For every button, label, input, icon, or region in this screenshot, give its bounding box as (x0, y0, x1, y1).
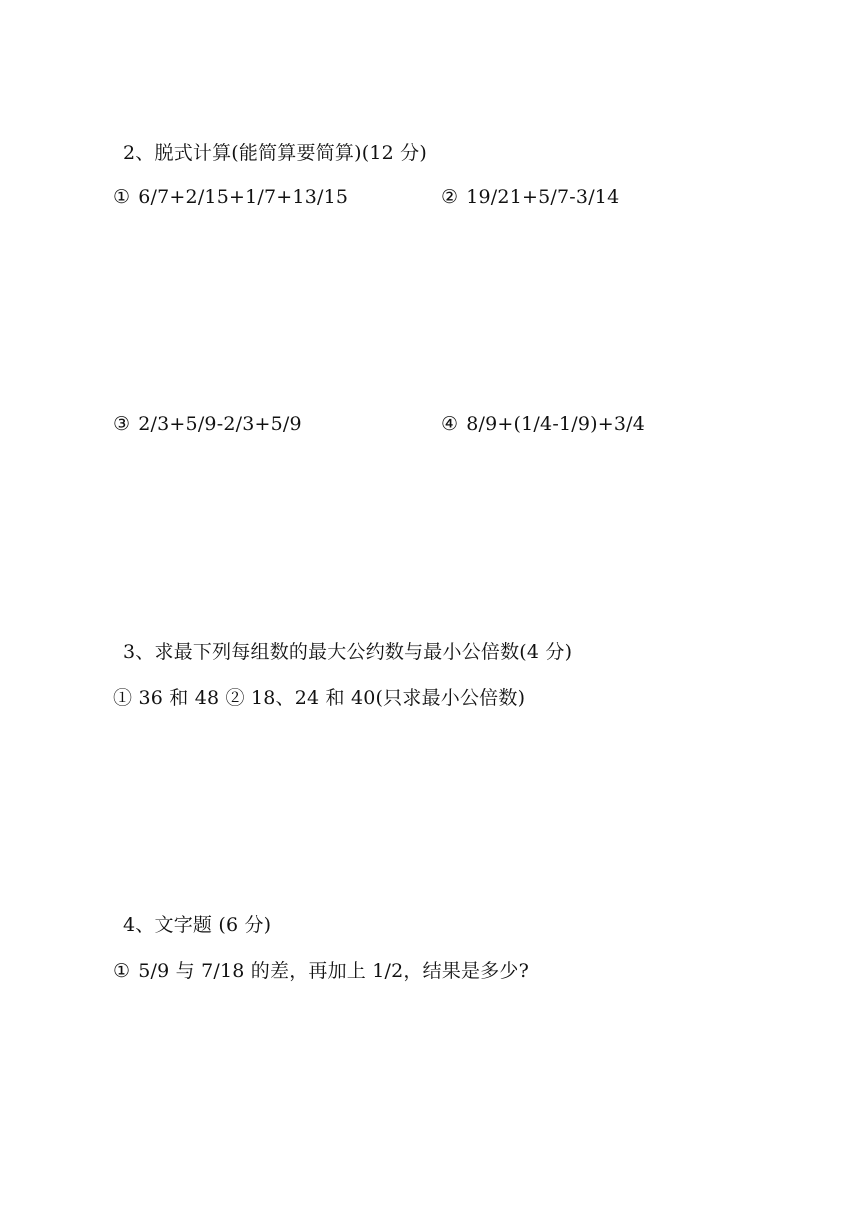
problem-2-4-marker: ④ (441, 413, 459, 435)
problem-4-1-marker: ① (113, 960, 131, 982)
problem-2-3 (113, 412, 302, 436)
problem-4-1-text: 5/9 与 7/18 的差，再加上 1/2，结果是多少? (138, 960, 530, 982)
problem-2-1-marker: ① (113, 186, 131, 208)
problem-2-2-marker: ② (441, 186, 459, 208)
section-2-heading: 2、脱式计算(能简算要简算)(12 分) (123, 142, 427, 164)
problem-2-1 (113, 185, 348, 209)
problem-4-1 (113, 959, 529, 983)
section-3-heading: 3、求最下列每组数的最大公约数与最小公倍数(4 分) (123, 641, 573, 663)
problem-2-2 (441, 185, 619, 209)
problem-2-2-text: 19/21+5/7-3/14 (466, 186, 620, 208)
problem-3-line: ① 36 和 48 ② 18、24 和 40(只求最小公倍数) (113, 687, 526, 709)
problem-2-3-text: 2/3+5/9-2/3+5/9 (138, 413, 302, 435)
problem-2-3-marker: ③ (113, 413, 131, 435)
problem-2-4-text: 8/9+(1/4-1/9)+3/4 (466, 413, 646, 435)
section-4-heading: 4、文字题 (6 分) (123, 914, 272, 936)
problem-2-4 (441, 412, 645, 436)
problem-2-1-text: 6/7+2/15+1/7+13/15 (138, 186, 349, 208)
